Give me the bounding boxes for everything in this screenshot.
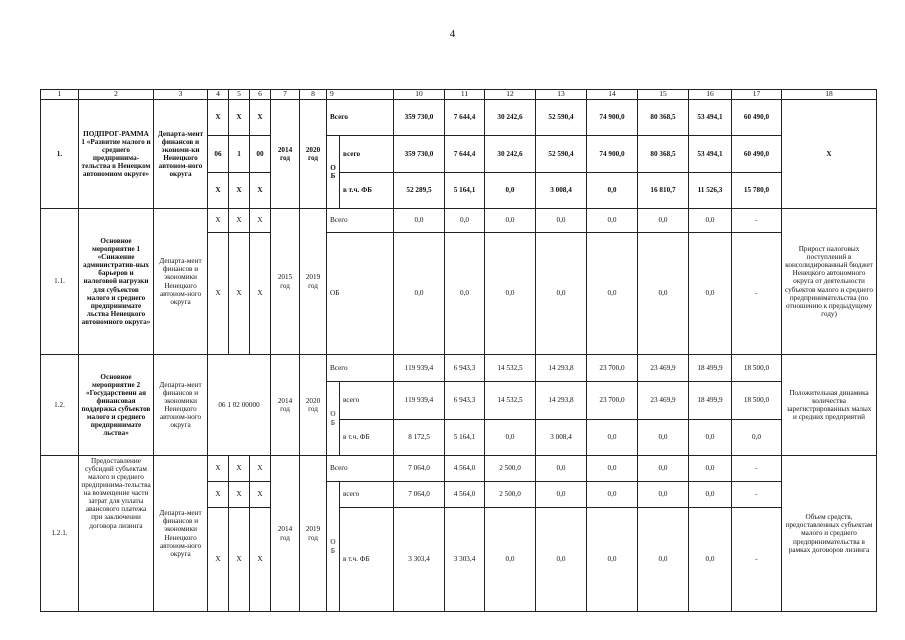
value-cell: - [732,508,782,612]
value-cell: 0,0 [445,209,485,233]
end-year: 2020 год [300,355,327,456]
value-cell: 30 242,6 [485,136,536,173]
table-row [41,100,877,136]
value-cell: 0,0 [689,420,732,456]
table-row [41,209,877,233]
end-year: 2019 год [300,209,327,355]
value-cell: 3 008,4 [536,173,587,209]
code-cell: 06 [208,136,229,173]
value-cell: 2 500,0 [485,482,536,508]
col-header: 2 [79,90,154,100]
value-cell: 0,0 [587,233,638,355]
value-cell: 60 490,0 [732,100,782,136]
code-cell: X [208,233,229,355]
activity-name: Основное мероприятие 1 «Снижение административ-ных барьеров и налоговой нагрузки для субъектов малого и среднего предпринимате льства Ненецкого автономного округа» [79,209,154,355]
code-cell: X [208,508,229,612]
funding-label: Всего [327,456,394,482]
value-cell: 0,0 [485,173,536,209]
value-cell: 7 644,4 [445,100,485,136]
program-table [40,89,877,612]
code-cell: X [250,456,271,482]
code-cell: X [229,100,250,136]
value-cell: 80 368,5 [638,136,689,173]
col-header: 13 [536,90,587,100]
value-cell: 30 242,6 [485,100,536,136]
code-cell: X [250,209,271,233]
code-cell: 1 [229,136,250,173]
row-number: 1.2.1. [41,456,79,612]
code-cell: X [208,173,229,209]
col-header: 9 [327,90,394,100]
col-header: 5 [229,90,250,100]
value-cell: 119 939,4 [394,355,445,382]
value-cell: - [732,209,782,233]
col-header: 18 [782,90,877,100]
funding-label: ОБ [327,233,394,355]
value-cell: 0,0 [689,508,732,612]
ob-label: О Б [327,382,340,456]
expected-result: Объем средств, предоставленных субъектам малого и среднего предпринимательства в рамках договоров лизинга [782,456,877,612]
value-cell: 52 590,4 [536,100,587,136]
code-cell: X [250,508,271,612]
value-cell: 4 564,0 [445,456,485,482]
value-cell: 14 532,5 [485,382,536,420]
col-header: 16 [689,90,732,100]
code-cell: X [229,233,250,355]
code-cell: X [229,173,250,209]
code-cell: X [250,233,271,355]
code-cell: X [229,209,250,233]
value-cell: 0,0 [587,209,638,233]
row-number: 1.1. [41,209,79,355]
value-cell: 0,0 [689,209,732,233]
value-cell: 8 172,5 [394,420,445,456]
col-header: 17 [732,90,782,100]
value-cell: 16 810,7 [638,173,689,209]
value-cell: 0,0 [485,233,536,355]
page-number: 4 [449,28,456,40]
value-cell: - [732,233,782,355]
value-cell: 80 368,5 [638,100,689,136]
value-cell: 18 500,0 [732,355,782,382]
value-cell: 0,0 [587,482,638,508]
code-cell: X [208,482,229,508]
table-row [41,355,877,382]
value-cell: 0,0 [536,209,587,233]
value-cell: 0,0 [587,508,638,612]
value-cell: 0,0 [732,420,782,456]
value-cell: 18 499,9 [689,382,732,420]
code-cell: X [250,482,271,508]
value-cell: 359 730,0 [394,136,445,173]
col-header: 14 [587,90,638,100]
code-cell: X [250,173,271,209]
value-cell: 23 700,0 [587,382,638,420]
value-cell: 23 700,0 [587,355,638,382]
value-cell: 0,0 [445,233,485,355]
code-cell: X [250,100,271,136]
col-header: 6 [250,90,271,100]
col-header: 15 [638,90,689,100]
value-cell: 7 064,0 [394,456,445,482]
start-year: 2014 год [271,100,300,209]
activity-name: Основное мероприятие 2 «Государственн ая финансовая поддержка субъектов малого и среднего предпринимате льства» [79,355,154,456]
value-cell: 0,0 [394,209,445,233]
value-cell: 7 064,0 [394,482,445,508]
ob-label: О Б [327,136,340,209]
col-header: 4 [208,90,229,100]
value-cell: 0,0 [536,456,587,482]
value-cell: 0,0 [485,508,536,612]
value-cell: - [732,456,782,482]
value-cell: - [732,482,782,508]
value-cell: 14 532,5 [485,355,536,382]
value-cell: 7 644,4 [445,136,485,173]
funding-label: Всего [327,209,394,233]
value-cell: 3 303,4 [445,508,485,612]
code-cell: X [208,209,229,233]
value-cell: 0,0 [638,482,689,508]
value-cell: 74 900,0 [587,100,638,136]
value-cell: 18 499,9 [689,355,732,382]
responsible-dept: Департа-мент финансов и экономики Ненецкого автоном-ного округа [154,456,208,612]
value-cell: 0,0 [638,233,689,355]
value-cell: 53 494,1 [689,136,732,173]
value-cell: 14 293,8 [536,355,587,382]
value-cell: 52 590,4 [536,136,587,173]
value-cell: 6 943,3 [445,382,485,420]
funding-label: всего [340,136,394,173]
code-cell: X [208,456,229,482]
program-name: ПОДПРОГ-РАММА 1 «Развитие малого и среднего предпринима-тельства в Ненецком автономном округе» [79,100,154,209]
ob-label: О Б [327,482,340,612]
activity-name: Предоставление субсидий субъектам малого и среднего предпринима-тельства на возмещение части затрат для уплаты авансового платежа при заключении договора лизинга [79,456,154,612]
value-cell: 0,0 [587,420,638,456]
code-cell: 00 [250,136,271,173]
value-cell: 74 900,0 [587,136,638,173]
budget-code: 06 1 02 00000 [208,355,271,456]
expected-result: Положительная динамика количества зарегистрированных малых и средних предприятий [782,355,877,456]
value-cell: 0,0 [536,482,587,508]
value-cell: 0,0 [394,233,445,355]
start-year: 2014 год [271,456,300,612]
value-cell: 0,0 [536,233,587,355]
col-header: 7 [271,90,300,100]
value-cell: 5 164,1 [445,420,485,456]
expected-result: X [782,100,877,209]
responsible-dept: Департа-мент финансов и экономики Ненецкого автоном-ного округа [154,355,208,456]
responsible-dept: Департа-мент финансов и экономики Ненецкого автоном-ного округа [154,209,208,355]
code-cell: X [229,508,250,612]
value-cell: 4 564,0 [445,482,485,508]
value-cell: 15 780,0 [732,173,782,209]
value-cell: 0,0 [485,209,536,233]
column-number-row [41,90,877,100]
responsible-dept: Департа-мент финансов и экономи-ки Ненецкого автоном-ного округа [154,100,208,209]
col-header: 3 [154,90,208,100]
value-cell: 23 469,9 [638,382,689,420]
col-header: 11 [445,90,485,100]
value-cell: 60 490,0 [732,136,782,173]
end-year: 2019 год [300,456,327,612]
value-cell: 3 303,4 [394,508,445,612]
row-number: 1. [41,100,79,209]
value-cell: 18 500,0 [732,382,782,420]
value-cell: 0,0 [638,508,689,612]
funding-label: всего [340,482,394,508]
value-cell: 2 500,0 [485,456,536,482]
funding-label: всего [340,382,394,420]
value-cell: 53 494,1 [689,100,732,136]
value-cell: 119 939,4 [394,382,445,420]
funding-label: в т.ч. ФБ [340,173,394,209]
value-cell: 0,0 [689,482,732,508]
col-header: 8 [300,90,327,100]
code-cell: X [229,456,250,482]
funding-label: в т.ч. ФБ [340,508,394,612]
value-cell: 5 164,1 [445,173,485,209]
value-cell: 0,0 [689,456,732,482]
value-cell: 0,0 [638,209,689,233]
value-cell: 0,0 [536,508,587,612]
table-row [41,456,877,482]
value-cell: 0,0 [638,420,689,456]
value-cell: 0,0 [587,173,638,209]
row-number: 1.2. [41,355,79,456]
funding-label: Всего [327,355,394,382]
col-header: 12 [485,90,536,100]
value-cell: 0,0 [485,420,536,456]
value-cell: 0,0 [689,233,732,355]
value-cell: 6 943,3 [445,355,485,382]
end-year: 2020 год [300,100,327,209]
value-cell: 11 526,3 [689,173,732,209]
value-cell: 23 469,9 [638,355,689,382]
expected-result: Прирост налоговых поступлений в консолидированный бюджет Ненецкого автономного округа от деятельности субъектов малого и среднего предпринимательства (по отношению к предыдущему году) [782,209,877,355]
value-cell: 3 008,4 [536,420,587,456]
start-year: 2015 год [271,209,300,355]
code-cell: X [229,482,250,508]
value-cell: 0,0 [587,456,638,482]
value-cell: 52 289,5 [394,173,445,209]
funding-label: Всего [327,100,394,136]
code-cell: X [208,100,229,136]
col-header: 1 [41,90,79,100]
value-cell: 359 730,0 [394,100,445,136]
col-header: 10 [394,90,445,100]
value-cell: 14 293,8 [536,382,587,420]
funding-label: в т.ч. ФБ [340,420,394,456]
start-year: 2014 год [271,355,300,456]
value-cell: 0,0 [638,456,689,482]
